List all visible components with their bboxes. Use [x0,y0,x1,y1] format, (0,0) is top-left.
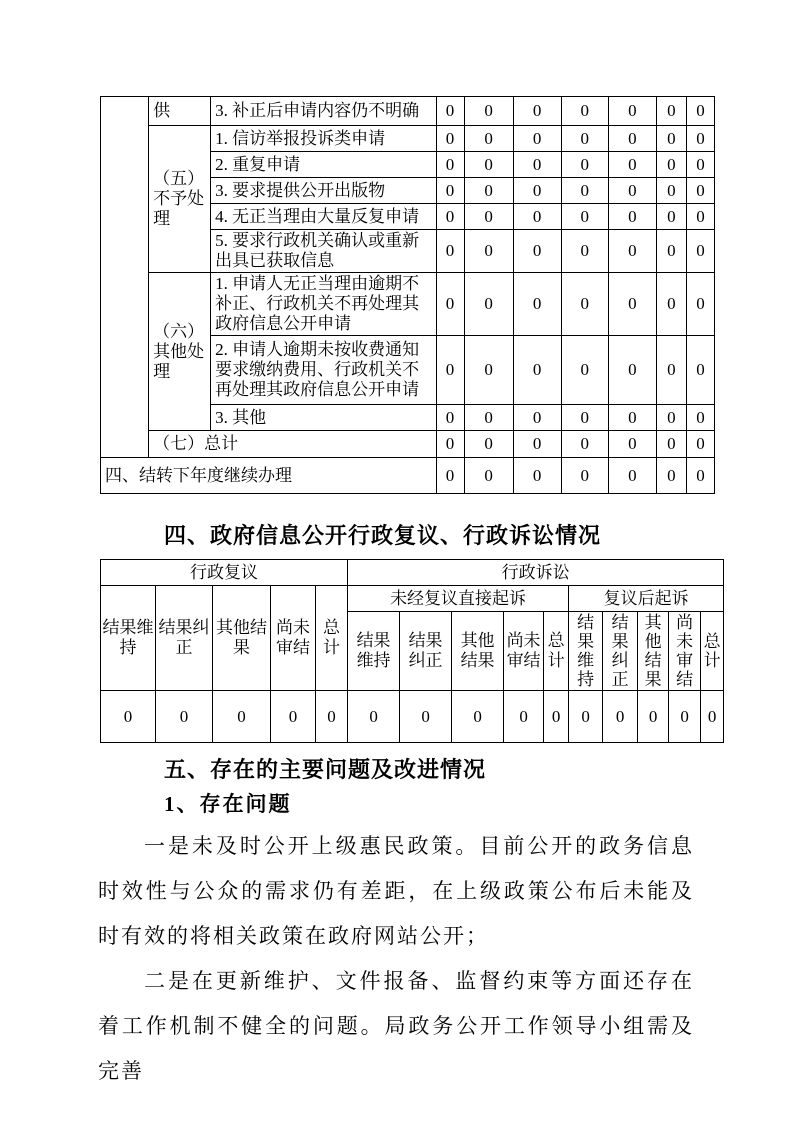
value-cell: 0 [656,178,686,204]
value-cell: 0 [316,691,348,743]
section5-subheading: 1、存在问题 [164,792,292,816]
item-cell: 1. 申请人无正当理由逾期不补正、行政机关不再处理其政府信息公开申请 [211,273,436,336]
col-header: 其他结果 [213,586,271,691]
value-cell: 0 [464,97,513,126]
value-cell: 0 [686,178,714,204]
table-row [101,586,724,612]
value-cell: 0 [464,458,513,494]
col-header: 结果维持 [348,612,400,691]
value-cell: 0 [561,97,608,126]
value-cell: 0 [436,405,464,431]
value-cell: 0 [436,204,464,230]
value-cell: 0 [561,336,608,405]
item-cell: 4. 无正当理由大量反复申请 [211,204,436,230]
value-cell: 0 [656,405,686,431]
value-cell: 0 [608,126,656,152]
value-cell: 0 [561,178,608,204]
value-cell: 0 [561,204,608,230]
col-header: 结果纠正 [603,612,638,691]
value-cell: 0 [348,691,400,743]
value-cell: 0 [464,230,513,273]
col-header: 总计 [544,612,569,691]
value-cell: 0 [656,273,686,336]
value-cell: 0 [452,691,504,743]
col-header: 其他结果 [638,612,669,691]
value-cell: 0 [561,431,608,458]
col-header: 结果纠正 [156,586,213,691]
value-cell: 0 [686,97,714,126]
value-cell: 0 [436,126,464,152]
value-cell: 0 [686,204,714,230]
group-cell: （五）不予处理 [149,126,211,273]
value-cell: 0 [504,691,544,743]
value-cell: 0 [561,126,608,152]
paragraph-problem-1: 一是未及时公开上级惠民政策。目前公开的政务信息时效性与公众的需求仍有差距，在上级政策公布后未能及时有效的将相关政策在政府网站公开； [98,834,694,948]
value-cell: 0 [513,405,561,431]
col-header: 其他结果 [452,612,504,691]
value-cell: 0 [656,152,686,178]
section5-body [98,824,694,1094]
value-cell: 0 [436,273,464,336]
value-cell: 0 [513,152,561,178]
value-cell: 0 [513,336,561,405]
value-cell: 0 [513,178,561,204]
group-cell: （六）其他处理 [149,273,211,431]
review-group-header: 行政复议 [101,560,348,586]
value-cell: 0 [656,126,686,152]
item-cell: 2. 重复申请 [211,152,436,178]
left-continuation-cell [101,97,149,458]
value-cell: 0 [436,97,464,126]
section4-heading: 四、政府信息公开行政复议、行政诉讼情况 [164,523,602,548]
value-cell: 0 [436,336,464,405]
value-cell: 0 [686,152,714,178]
value-cell: 0 [686,273,714,336]
col-header: 结果维持 [101,586,156,691]
value-cell: 0 [686,458,714,494]
table-row [101,560,724,586]
value-cell: 0 [656,97,686,126]
value-cell: 0 [513,458,561,494]
item-cell: 3. 其他 [211,405,436,431]
value-cell: 0 [608,178,656,204]
col-header: 总计 [701,612,724,691]
value-cell: 0 [561,273,608,336]
item-cell: 5. 要求行政机关确认或重新出具已获取信息 [211,230,436,273]
value-cell: 0 [561,230,608,273]
value-cell: 0 [701,691,724,743]
item-cell: 3. 要求提供公开出版物 [211,178,436,204]
value-cell: 0 [513,273,561,336]
value-cell: 0 [400,691,452,743]
value-cell: 0 [513,230,561,273]
value-cell: 0 [213,691,271,743]
col-header: 尚未审结 [669,612,701,691]
col-header: 总计 [316,586,348,691]
value-cell: 0 [464,405,513,431]
value-cell: 0 [464,273,513,336]
group-cell: 供 [149,97,211,126]
value-cell: 0 [569,691,603,743]
value-cell: 0 [464,431,513,458]
value-cell: 0 [436,431,464,458]
value-cell: 0 [608,273,656,336]
table-row [101,273,715,336]
litigation-group-header: 行政诉讼 [348,560,724,586]
total-row-label: （七）总计 [149,431,436,458]
section5-heading: 五、存在的主要问题及改进情况 [164,757,487,782]
value-cell: 0 [464,336,513,405]
value-cell: 0 [101,691,156,743]
value-cell: 0 [686,431,714,458]
value-cell: 0 [436,230,464,273]
value-cell: 0 [513,431,561,458]
value-cell: 0 [608,431,656,458]
processing-results-table [100,96,715,494]
value-cell: 0 [608,97,656,126]
value-cell: 0 [561,405,608,431]
value-cell: 0 [561,152,608,178]
direct-suit-subheader: 未经复议直接起诉 [348,586,569,612]
value-cell: 0 [436,178,464,204]
item-cell: 2. 申请人逾期未按收费通知要求缴纳费用、行政机关不再处理其政府信息公开申请 [211,336,436,405]
table-row [101,458,715,494]
value-cell: 0 [513,126,561,152]
table-row [101,691,724,743]
value-cell: 0 [638,691,669,743]
value-cell: 0 [436,458,464,494]
value-cell: 0 [156,691,213,743]
value-cell: 0 [513,97,561,126]
value-cell: 0 [656,230,686,273]
table-row [101,97,715,126]
value-cell: 0 [656,336,686,405]
col-header: 结果维持 [569,612,603,691]
value-cell: 0 [686,230,714,273]
value-cell: 0 [544,691,569,743]
item-cell: 3. 补正后申请内容仍不明确 [211,97,436,126]
review-litigation-table [100,559,724,743]
paragraph-problem-2: 二是在更新维护、文件报备、监督约束等方面还存在着工作机制不健全的问题。局政务公开工作领导小组需及完善 [98,969,694,1083]
value-cell: 0 [608,336,656,405]
value-cell: 0 [464,204,513,230]
post-review-suit-subheader: 复议后起诉 [569,586,724,612]
value-cell: 0 [513,204,561,230]
table-row [101,126,715,152]
carryover-row-label: 四、结转下年度继续办理 [101,458,437,494]
col-header: 结果纠正 [400,612,452,691]
table-row [101,431,715,458]
value-cell: 0 [608,204,656,230]
value-cell: 0 [686,405,714,431]
value-cell: 0 [608,458,656,494]
value-cell: 0 [603,691,638,743]
value-cell: 0 [464,178,513,204]
value-cell: 0 [669,691,701,743]
value-cell: 0 [608,230,656,273]
value-cell: 0 [608,152,656,178]
col-header: 尚未审结 [504,612,544,691]
value-cell: 0 [656,431,686,458]
col-header: 尚未审结 [271,586,316,691]
value-cell: 0 [686,126,714,152]
value-cell: 0 [608,405,656,431]
value-cell: 0 [561,458,608,494]
value-cell: 0 [656,204,686,230]
value-cell: 0 [464,152,513,178]
value-cell: 0 [271,691,316,743]
item-cell: 1. 信访举报投诉类申请 [211,126,436,152]
value-cell: 0 [436,152,464,178]
value-cell: 0 [686,336,714,405]
value-cell: 0 [656,458,686,494]
value-cell: 0 [464,126,513,152]
